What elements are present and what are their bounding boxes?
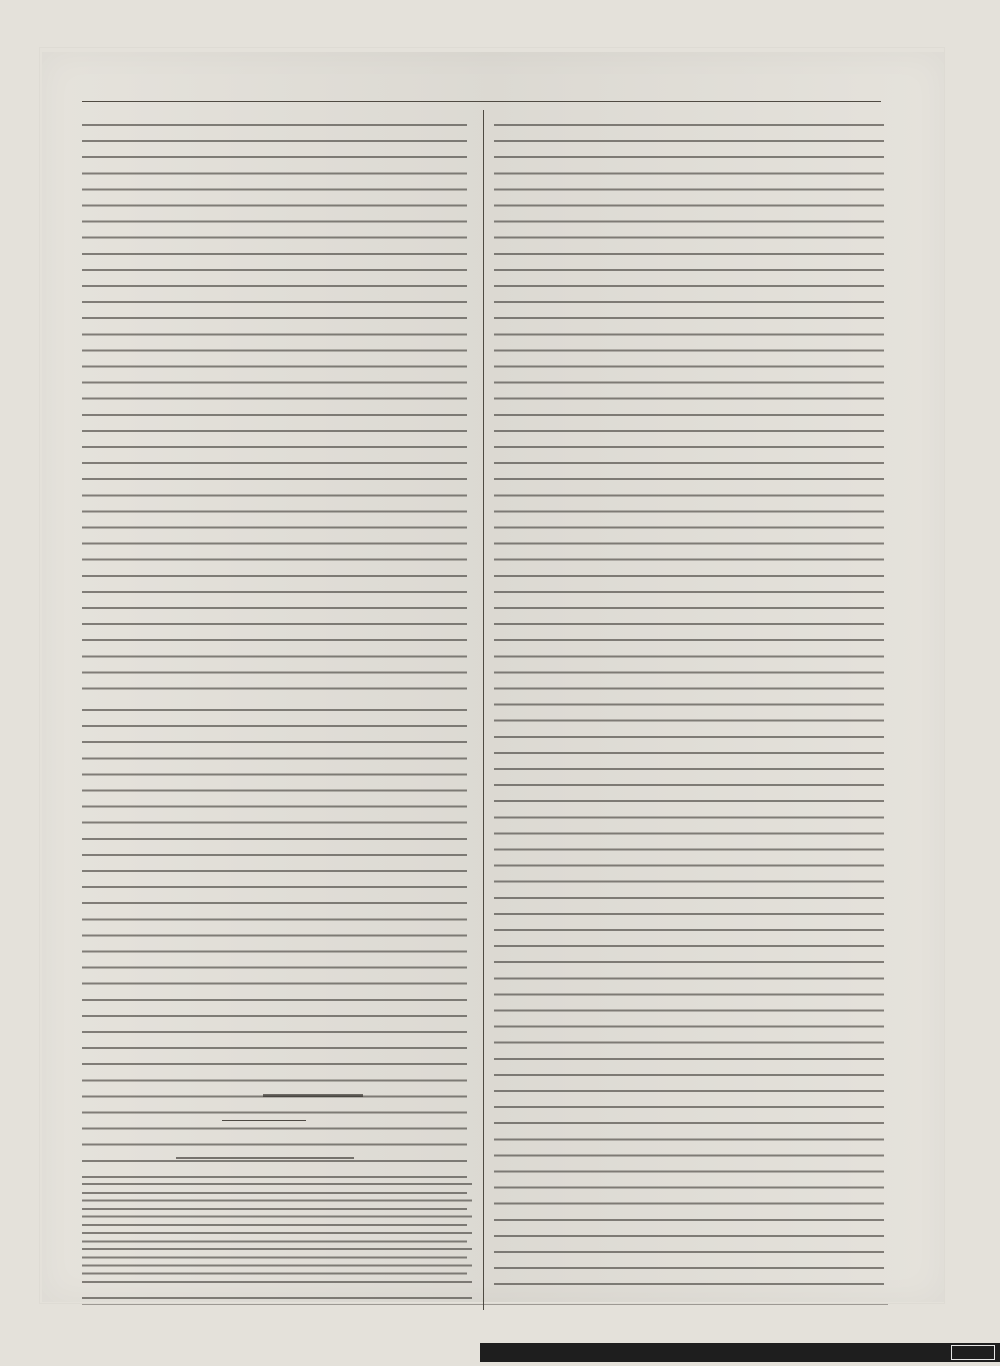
section-heading-mark [176,1157,354,1159]
header-rule [82,101,881,102]
column-divider [483,110,484,1310]
issue-number [92,73,222,99]
dfg-logo [951,1345,995,1360]
publication-title [342,73,634,99]
lower-left-text-block [82,1177,472,1312]
section-separator [222,1120,306,1121]
left-column-upper-text-lines [82,118,467,698]
page-header [92,73,884,99]
digitization-footer [480,1343,1000,1362]
section-heading [176,1150,356,1166]
right-text-column [494,118,884,1294]
digitization-notice [490,1343,945,1362]
bottom-rule [82,1304,888,1305]
author-signature-mark [263,1094,363,1097]
lower-left-text-lines [82,1177,472,1309]
page-number [754,73,884,99]
right-column-text-lines [494,118,884,1294]
author-signature [263,1087,366,1105]
